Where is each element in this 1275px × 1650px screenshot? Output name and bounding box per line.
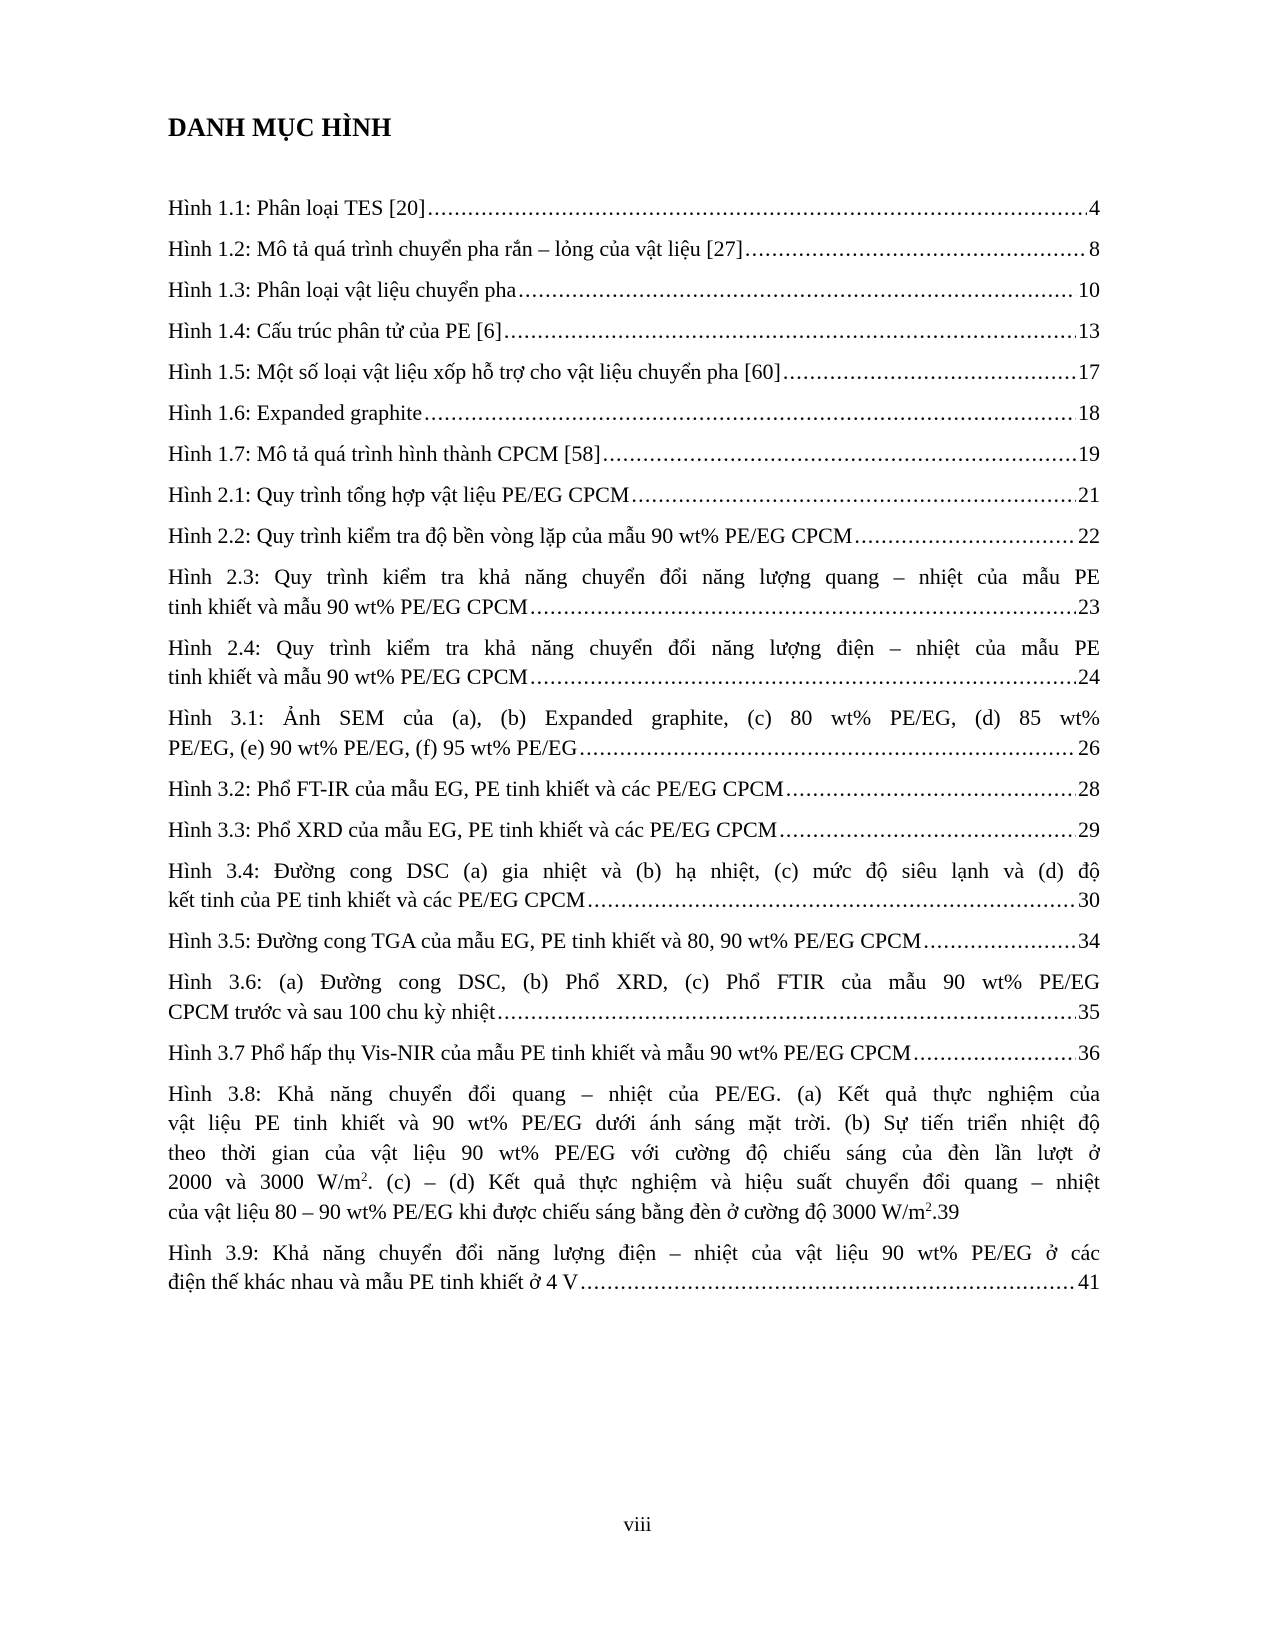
toc-entry[interactable] bbox=[168, 967, 1100, 1026]
dot-leader bbox=[779, 815, 1076, 845]
toc-entry-last-line bbox=[168, 1267, 1100, 1297]
toc-entry-last-line bbox=[168, 234, 1100, 264]
toc-entry-last-line bbox=[168, 275, 1100, 305]
dot-leader bbox=[580, 1267, 1076, 1297]
toc-entry-page-number: 39 bbox=[937, 1198, 960, 1224]
toc-entry[interactable] bbox=[168, 1079, 1100, 1227]
toc-entry-caption: Hình 1.2: Mô tả quá trình chuyển pha rắn – lỏng của vật liệu [27] bbox=[168, 236, 743, 261]
toc-entry-caption: Hình 1.1: Phân loại TES [20] bbox=[168, 195, 426, 220]
toc-entry-text-line: Hình 3.1: Ảnh SEM của (a), (b) Expanded graphite, (c) 80 wt% PE/EG, (d) 85 wt% bbox=[168, 705, 1100, 730]
dot-leader bbox=[786, 774, 1076, 804]
toc-entry-last-line bbox=[168, 1038, 1100, 1068]
dot-leader bbox=[923, 926, 1076, 956]
toc-entry-last-line bbox=[168, 885, 1100, 915]
dot-leader bbox=[497, 997, 1076, 1027]
toc-entry[interactable] bbox=[168, 703, 1100, 762]
toc-entry-page-number: 18 bbox=[1078, 400, 1100, 425]
toc-entry-page-number: 10 bbox=[1078, 277, 1100, 302]
dot-leader bbox=[518, 275, 1076, 305]
toc-entry-page-number: 26 bbox=[1078, 734, 1100, 760]
toc-entry-text-line: Hình 3.4: Đường cong DSC (a) gia nhiệt và (b) hạ nhiệt, (c) mức độ siêu lạnh và (d) độ bbox=[168, 857, 1100, 883]
toc-entry[interactable] bbox=[168, 815, 1100, 845]
toc-entry-last-line bbox=[168, 521, 1100, 551]
dot-leader bbox=[530, 592, 1076, 622]
toc-entry-text-line: theo thời gian của vật liệu 90 wt% PE/EG với cường độ chiếu sáng của đèn lần lượt ở bbox=[168, 1139, 1100, 1165]
toc-entry-text-line: Hình 2.3: Quy trình kiểm tra khả năng chuyển đổi năng lượng quang – nhiệt của mẫu PE bbox=[168, 564, 1100, 589]
toc-entry-caption: tinh khiết và mẫu 90 wt% PE/EG CPCM bbox=[168, 593, 528, 619]
toc-entry-caption: Hình 3.3: Phổ XRD của mẫu EG, PE tinh khiết và các PE/EG CPCM bbox=[168, 816, 778, 842]
dot-leader bbox=[427, 193, 1087, 223]
toc-entry-caption: Hình 1.7: Mô tả quá trình hình thành CPCM [58] bbox=[168, 441, 601, 466]
dot-leader bbox=[783, 357, 1076, 387]
toc-entry-page-number: 30 bbox=[1078, 887, 1100, 912]
toc-entry-page-number: 22 bbox=[1078, 523, 1100, 548]
toc-entry-text-line: Hình 3.9: Khả năng chuyển đổi năng lượng điện – nhiệt của vật liệu 90 wt% PE/EG ở các bbox=[168, 1239, 1100, 1265]
toc-entry-caption: kết tinh của PE tinh khiết và các PE/EG CPCM bbox=[168, 887, 586, 912]
toc-entry-last-line bbox=[168, 316, 1100, 346]
toc-entry[interactable] bbox=[168, 234, 1100, 264]
toc-entry-last-line bbox=[168, 733, 1100, 763]
toc-entry-page-number: 35 bbox=[1078, 998, 1100, 1024]
toc-entry-last-line bbox=[168, 592, 1100, 622]
toc-entry-caption: Hình 2.1: Quy trình tổng hợp vật liệu PE/EG CPCM bbox=[168, 482, 630, 507]
toc-entry-page-number: 21 bbox=[1078, 482, 1100, 507]
toc-entry-page-number: 28 bbox=[1078, 775, 1100, 801]
toc-entry-last-line bbox=[168, 480, 1100, 510]
toc-entry-caption: điện thế khác nhau và mẫu PE tinh khiết ở 4 V bbox=[168, 1269, 579, 1294]
toc-entry-last-line bbox=[168, 439, 1100, 469]
toc-entry[interactable] bbox=[168, 193, 1100, 223]
toc-entry-last-line bbox=[168, 815, 1100, 845]
toc-entry[interactable] bbox=[168, 1238, 1100, 1297]
toc-entry[interactable] bbox=[168, 316, 1100, 346]
dot-leader bbox=[854, 521, 1076, 551]
toc-entry[interactable] bbox=[168, 1038, 1100, 1068]
toc-entry[interactable] bbox=[168, 856, 1100, 915]
toc-entry-last-line bbox=[168, 774, 1100, 804]
toc-entry-last-line bbox=[168, 193, 1100, 223]
toc-entry-page-number: 17 bbox=[1078, 359, 1100, 384]
toc-entry[interactable] bbox=[168, 633, 1100, 692]
toc-entry-text-line: Hình 3.6: (a) Đường cong DSC, (b) Phổ XRD, (c) Phổ FTIR của mẫu 90 wt% PE/EG bbox=[168, 969, 1100, 994]
toc-entry[interactable] bbox=[168, 774, 1100, 804]
toc-entry-last-line bbox=[168, 662, 1100, 692]
toc-entry-page-number: 13 bbox=[1078, 318, 1100, 343]
toc-entry-page-number: 24 bbox=[1078, 664, 1100, 689]
toc-entry[interactable] bbox=[168, 398, 1100, 428]
toc-entry-page-number: 41 bbox=[1078, 1269, 1100, 1294]
toc-entry-caption: Hình 3.2: Phổ FT-IR của mẫu EG, PE tinh khiết và các PE/EG CPCM bbox=[168, 775, 784, 801]
toc-entry-page-number: 34 bbox=[1078, 928, 1100, 953]
list-of-figures bbox=[168, 193, 1100, 1308]
toc-entry-caption: CPCM trước và sau 100 chu kỳ nhiệt bbox=[168, 998, 496, 1024]
toc-entry[interactable] bbox=[168, 357, 1100, 387]
toc-entry[interactable] bbox=[168, 275, 1100, 305]
dot-leader bbox=[745, 234, 1087, 264]
toc-entry-page-number: 19 bbox=[1078, 441, 1100, 466]
toc-entry-text-line: Hình 3.8: Khả năng chuyển đổi quang – nhiệt của PE/EG. (a) Kết quả thực nghiệm của bbox=[168, 1080, 1100, 1106]
toc-entry-last-line bbox=[168, 357, 1100, 387]
toc-entry-last-line bbox=[168, 398, 1100, 428]
dot-leader bbox=[587, 885, 1076, 915]
toc-entry-text-line: 2000 và 3000 $W/m^2$. (c) – (d) Kết quả thực nghiệm và hiệu suất chuyển đổi quang – nhiệt bbox=[168, 1169, 1100, 1194]
toc-entry-page-number: 29 bbox=[1078, 816, 1100, 842]
toc-entry-last-line bbox=[168, 997, 1100, 1027]
dot-leader bbox=[631, 480, 1076, 510]
toc-entry-caption: Hình 1.6: Expanded graphite bbox=[168, 400, 423, 425]
toc-entry-last-line bbox=[168, 926, 1100, 956]
toc-entry[interactable] bbox=[168, 926, 1100, 956]
dot-leader bbox=[579, 733, 1076, 763]
page-number: viii bbox=[623, 1512, 652, 1536]
toc-entry-caption: Hình 1.5: Một số loại vật liệu xốp hỗ trợ cho vật liệu chuyển pha [60] bbox=[168, 359, 781, 384]
toc-entry-page-number: 8 bbox=[1089, 236, 1100, 261]
toc-entry[interactable] bbox=[168, 562, 1100, 621]
toc-entry-page-number: 23 bbox=[1078, 593, 1100, 619]
dot-leader bbox=[504, 316, 1076, 346]
dot-leader bbox=[424, 398, 1076, 428]
toc-entry-caption: Hình 2.2: Quy trình kiểm tra độ bền vòng lặp của mẫu 90 wt% PE/EG CPCM bbox=[168, 523, 853, 548]
toc-entry-caption: Hình 3.7 Phổ hấp thụ Vis-NIR của mẫu PE tinh khiết và mẫu 90 wt% PE/EG CPCM bbox=[168, 1039, 912, 1065]
toc-entry-caption: Hình 1.3: Phân loại vật liệu chuyển pha bbox=[168, 277, 517, 302]
toc-entry-page-number: 4 bbox=[1089, 195, 1100, 220]
dot-leader bbox=[913, 1038, 1076, 1068]
dot-leader bbox=[603, 439, 1076, 469]
toc-entry-caption: Hình 1.4: Cấu trúc phân tử của PE [6] bbox=[168, 318, 502, 343]
toc-entry[interactable] bbox=[168, 521, 1100, 551]
page-title: DANH MỤC HÌNH bbox=[168, 113, 392, 142]
toc-entry-text-line: vật liệu PE tinh khiết và 90 wt% PE/EG dưới ánh sáng mặt trời. (b) Sự tiến triển nhiệt độ bbox=[168, 1110, 1100, 1135]
toc-entry-caption: Hình 3.5: Đường cong TGA của mẫu EG, PE tinh khiết và 80, 90 wt% PE/EG CPCM bbox=[168, 928, 922, 953]
toc-entry-last-line bbox=[168, 1197, 1100, 1227]
dot-leader bbox=[530, 662, 1076, 692]
toc-entry-caption: PE/EG, (e) 90 wt% PE/EG, (f) 95 wt% PE/EG bbox=[168, 734, 578, 760]
toc-entry-text-line: Hình 2.4: Quy trình kiểm tra khả năng chuyển đổi năng lượng điện – nhiệt của mẫu PE bbox=[168, 634, 1100, 660]
toc-entry-caption: tinh khiết và mẫu 90 wt% PE/EG CPCM bbox=[168, 664, 528, 689]
toc-entry[interactable] bbox=[168, 480, 1100, 510]
toc-entry-caption: của vật liệu 80 – 90 wt% PE/EG khi được chiếu sáng bằng đèn ở cường độ 3000 $W/m^2$. bbox=[168, 1198, 938, 1224]
toc-entry-page-number: 36 bbox=[1078, 1039, 1100, 1065]
toc-entry[interactable] bbox=[168, 439, 1100, 469]
